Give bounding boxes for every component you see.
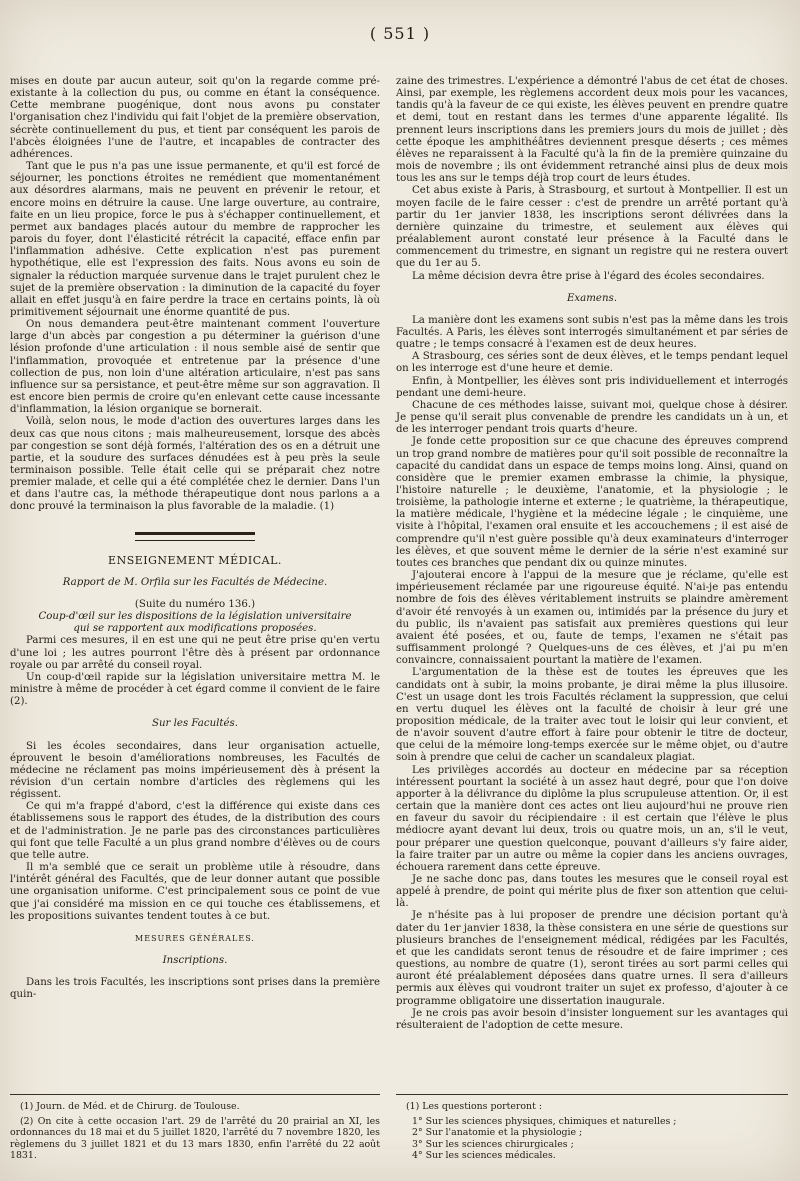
paragraph: Je fonde cette proposition sur ce que chacune des épreuves comprend un trop grand nombre de matières pour qu'il soit possible de reconnaître la capacité du candidat dans un espace de temps moins long. Ainsi, quand on considère que le premier examen embrasse la chimie, la physique, l'histoire naturelle ; le deuxième, l'anatomie, et la physiologie ; le troisième, la pathologie interne et externe ; le quatrième, la thérapeutique, la matière médicale, l'hygiène et la médecine légale ; le cinquième, une visite à l'hôpital, l'examen oral ensuite et les accouchemens ; il est aisé de comprendre qu'il n'est guère possible qu'à deux examinateurs d'interroger les élèves, et que souvent même le dernier de la série n'est examiné sur toutes ces branches que pendant dix ou quinze minutes. bbox=[396, 436, 788, 569]
page-number: ( 551 ) bbox=[369, 24, 431, 43]
paragraph: Ce qui m'a frappé d'abord, c'est la différence qui existe dans ces établissemens sous le rapport des études, de la distribution des cours et de l'administration. Je ne parle pas des circonstances particulières qui font que telle Faculté a un plus grand nombre d'élèves ou de cours que telle autre. bbox=[10, 801, 380, 861]
paragraph: J'ajouterai encore à l'appui de la mesure que je réclame, qu'elle est impérieusement réclamée par une rigoureuse équité. N'ai-je pas entendu nombre de fois des élèves véritablement instruits se plaindre amèrement d'avoir été renvoyés à un examen ou, intimidés par la présence du jury et du public, ils n'avaient pas satisfait aux premières questions qui leur avaient été posées, et ou, faute de temps, l'examen ne s'était pas suffisamment prolongé ? Quelques-uns de ces élèves, et j'ai pu m'en convaincre, connaissaient pourtant la matière de l'examen. bbox=[396, 570, 788, 667]
footnote-intro: (1) Les questions porteront : bbox=[406, 1101, 542, 1112]
paragraph: Les privilèges accordés au docteur en médecine par sa réception intéressent pourtant la société à un assez haut degré, pour que l'on doive apporter à la délivrance du diplôme la plus scrupuleuse attention. Or, il est certain que la manière dont ces actes ont lieu aujourd'hui ne prouve rien en faveur du savoir du récipiendaire : il est certain que l'élève le plus médiocre ayant devant lui deux, trois ou quatre mois, un an, s'il le veut, pour préparer une question quelconque, pouvant d'ailleurs s'y faire aider, la faire traiter par un autre ou même la copier dans les anciens ouvrages, échouera rarement dans cette épreuve. bbox=[396, 764, 788, 873]
subsection-title: MESURES GÉNÉRALES. bbox=[135, 933, 255, 943]
paragraph: zaine des trimestres. L'expérience a démontré l'abus de cet état de choses. Ainsi, par exemple, les règlemens accordent deux mois pour les vacances, tandis qu'à la faveur de ce qui existe, les élèves peuvent en prendre quatre et demi, tout en restant dans les termes d'une apparente légalité. Ils prennent leurs inscriptions dans les premiers jours du mois de juillet ; dès cette époque les amphithéâtres deviennent presque déserts ; ces mêmes élèves ne reparaissent à la Faculté qu'à la fin de la première quinzaine du mois de novembre ; ils ont évidemment retranché ainsi plus de deux mois tous les ans sur le temps déjà trop court de leurs études. bbox=[396, 76, 788, 185]
article-subtitle: Coup-d'œil sur les dispositions de la législation universitaire qui se rapportent aux modifications proposées. bbox=[38, 611, 352, 635]
paragraph: A Strasbourg, ces séries sont de deux élèves, et le temps pendant lequel on les interroge est d'une heure et demie. bbox=[396, 351, 788, 375]
paragraph: Voilà, selon nous, le mode d'action des ouvertures larges dans les deux cas que nous citons ; mais malheureusement, lorsque des abcès par congestion se sont déjà formés, l'altération des os en a détruit une partie, et la soudure des surfaces dénudées est à peu près la seule terminaison possible. Telle était celle qui se préparait chez notre premier malade, et celle qui a été complétée chez le dernier. Dans l'un et dans l'autre cas, la méthode thérapeutique dont nous parlons a a donc prouvé la terminaison la plus favorable de la maladie. (1) bbox=[10, 416, 380, 513]
paragraph: La même décision devra être prise à l'égard des écoles secondaires. bbox=[412, 270, 765, 282]
subsection-title: Inscriptions. bbox=[162, 955, 228, 966]
paragraph: Tant que le pus n'a pas une issue permanente, et qu'il est forcé de séjourner, les ponctions étroites ne remédient que momentanément aux désordres alarmans, mais ne peuvent en prévenir le retour, et encore moins en détruire la cause. Une large ouverture, au contraire, faite en un lieu propice, force le pus à s'échapper continuellement, et permet aux bandages placés autour du membre de rapprocher les parois du foyer, dont l'élasticité rétrécit la capacité, efface enfin par l'inflammation adhésive. Cette explication n'est pas purement hypothétique, elle est l'expression des faits. Nous avons eu soin de signaler la réduction marquée survenue dans le trajet purulent chez le sujet de la première observation : la diminution de la capacité du foyer allait en effet jusqu'à en faire perdre la trace en certains points, là où primitivement séjournait une énorme quantité de pus. bbox=[10, 161, 380, 318]
paragraph: Parmi ces mesures, il en est une qui ne peut être prise qu'en vertu d'une loi ; les autres pourront l'être dès à présent par ordonnance royale ou par arrêté du conseil royal. bbox=[10, 635, 380, 671]
paragraph: Si les écoles secondaires, dans leur organisation actuelle, éprouvent le besoin d'améliorations nombreuses, les Facultés de médecine ne réclament pas moins impérieusement dès à présent la révision d'un certain nombre d'articles des règlemens qui les régissent. bbox=[10, 740, 380, 801]
suite-note: (Suite du numéro 136.) bbox=[134, 598, 256, 610]
footnotes-left bbox=[10, 1094, 380, 1165]
paragraph: Dans les trois Facultés, les inscriptions sont prises dans la première quin- bbox=[10, 977, 380, 1001]
paragraph: On nous demandera peut-être maintenant comment l'ouverture large d'un abcès par congestion a pu déterminer la guérison d'une lésion profonde d'une articulation : il nous semble aisé de sentir que l'inflammation, provoquée et entretenue par la présence d'une collection de pus, non loin d'une altération articulaire, n'est pas sans influence sur sa persistance, et peut-être même sur son aggravation. Il est encore bien permis de croire qu'en enlevant cette cause incessante d'inflammation, la lésion organique se bornerait. bbox=[10, 319, 380, 416]
section-divider bbox=[135, 532, 255, 541]
paragraph: Je ne crois pas avoir besoin d'insister longuement sur les avantages qui résulteraient de l'adoption de cette mesure. bbox=[396, 1007, 788, 1031]
report-title: Rapport de M. Orfila sur les Facultés de Médecine. bbox=[62, 576, 328, 588]
paragraph: Un coup-d'œil rapide sur la législation universitaire mettra M. le ministre à même de procéder à cet égard comme il convient de le faire (2). bbox=[10, 671, 380, 708]
subsection-title: Sur les Facultés. bbox=[152, 718, 238, 730]
footnote-item: 4° Sur les sciences médicales. bbox=[412, 1150, 556, 1161]
paragraph: Chacune de ces méthodes laisse, suivant moi, quelque chose à désirer. Je pense qu'il serait plus convenable de prendre les candidats un à un, et de les interroger pendant trois quarts d'heure. bbox=[396, 399, 788, 436]
paragraph: La manière dont les examens sont subis n'est pas la même dans les trois Facultés. A Paris, les élèves sont interrogés simultanément et par séries de quatre ; le temps consacré à l'examen est de deux heures. bbox=[396, 314, 788, 351]
section-title: ENSEIGNEMENT MÉDICAL. bbox=[108, 553, 282, 567]
paragraph: Cet abus existe à Paris, à Strasbourg, et surtout à Montpellier. Il est un moyen facile de le faire cesser : c'est de prendre un arrêté portant qu'à partir du 1er janvier 1838, les inscriptions seront délivrées dans la dernière quinzaine du trimestre, et seulement aux élèves qui préalablement auront constaté leur présence à la Faculté dans le commencement du trimestre, en signant un registre qui ne restera ouvert que du 1er au 5. bbox=[396, 185, 788, 270]
footnote-item: 1° Sur les sciences physiques, chimiques et naturelles ; bbox=[412, 1115, 677, 1127]
paragraph: Je ne sache donc pas, dans toutes les mesures que le conseil royal est appelé à prendre, de point qui mérite plus de fixer son attention que celui-là. bbox=[396, 874, 788, 910]
paragraph: mises en doute par aucun auteur, soit qu'on la regarde comme pré-existante à la collection du pus, ou comme en étant la conséquence. Cette membrane puogénique, dont nous avons pu constater l'organisation chez l'individu qui fait l'objet de la première observation, sécrète continuellement du pus, et tient par conséquent les parois de l'abcès éloignées l'une de l'autre, et incapables de contracter des adhérences. bbox=[10, 76, 380, 160]
footnote-item: 2° Sur l'anatomie et la physiologie ; bbox=[412, 1127, 583, 1138]
footnotes-right bbox=[396, 1094, 788, 1162]
paragraph: Je n'hésite pas à lui proposer de prendre une décision portant qu'à dater du 1er janvier 1838, la thèse consistera en une série de questions sur plusieurs branches de l'enseignement médical, rédigées par les Facultés, et que les candidats seront tenus de résoudre et de faire imprimer ; ces questions, au nombre de quatre (1), seront tirées au sort parmi celles qui auront été préalablement déposées dans quatre urnes. Il sera d'ailleurs permis aux élèves qui voudront traiter un sujet ex professo, d'ajouter à ce programme obligatoire une dissertation inaugurale. bbox=[396, 910, 788, 1007]
footnote: (2) On cite à cette occasion l'art. 29 de l'arrêté du 20 prairial an XI, les ordonnances du 18 mai et du 5 juillet 1820, l'arrêté du 7 novembre 1820, les règlemens du 3 juillet 1821 et du 13 mars 1830, enfin l'arrêté du 22 août 1831. bbox=[10, 1115, 380, 1161]
right-column bbox=[396, 76, 788, 1032]
subsection-title: Examens. bbox=[567, 292, 617, 304]
paragraph: Enfin, à Montpellier, les élèves sont pris individuellement et interrogés pendant une demi-heure. bbox=[396, 375, 788, 399]
footnote: (1) Journ. de Méd. et de Chirurg. de Toulouse. bbox=[20, 1101, 240, 1112]
footnote-item: 3° Sur les sciences chirurgicales ; bbox=[412, 1138, 574, 1150]
paragraph: Il m'a semblé que ce serait un problème utile à résoudre, dans l'intérêt général des Facultés, que de leur donner autant que possible une organisation uniforme. C'est principalement sous ce point de vue que j'ai considéré ma mission en ce qui touche ces établissemens, et les propositions suivantes tendent toutes à ce but. bbox=[10, 862, 380, 922]
paragraph: L'argumentation de la thèse est de toutes les épreuves que les candidats ont à subir, la moins probante, je dirai même la plus illusoire. C'est un usage dont les trois Facultés réclament la suppression, que celui en vertu duquel les élèves ont la faculté de choisir à leur gré une proposition médicale, de la traiter avec tout le loisir qui leur convient, et de n'avoir souvent d'autre effort à faire pour obtenir le titre de docteur, que celui de la mémoire long-temps exercée sur le même objet, ou d'autre soin à prendre que celui de cacher un scandaleux plagiat. bbox=[396, 667, 788, 764]
left-column bbox=[10, 76, 380, 1001]
